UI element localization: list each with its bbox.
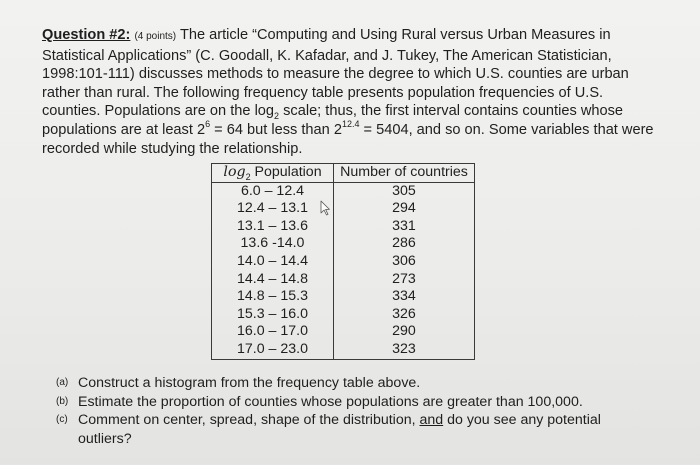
question-points: (4 points) [134, 31, 177, 42]
table-row [212, 182, 475, 200]
part-b-text: Estimate the proportion of counties whose populations are greater than 100,000. [78, 393, 583, 410]
interval-cell: 14.4 – 14.8 [212, 271, 334, 289]
part-c-marker: (c) [56, 414, 68, 426]
count-cell: 306 [334, 253, 475, 271]
question-paragraph [42, 26, 662, 158]
table-row [212, 288, 475, 306]
interval-cell: 14.0 – 14.4 [212, 253, 334, 271]
count-cell: 334 [334, 288, 475, 306]
table-row [212, 323, 475, 341]
table-row [212, 306, 475, 324]
table-row [212, 218, 475, 236]
part-b [56, 393, 656, 412]
part-c [56, 411, 656, 448]
header-log-population: $\log_2$ Population [212, 164, 334, 183]
interval-cell: 13.1 – 13.6 [212, 218, 334, 236]
count-cell: 273 [334, 271, 475, 289]
count-cell: 290 [334, 323, 475, 341]
frequency-table [211, 163, 475, 360]
mouse-pointer-icon [320, 200, 330, 216]
question-text-1: The article “Computing and Using Rural versus Urban Measures in Statistical Applications” (C. Goodall, K. Kafadar, and J. Tukey, The American Statistician, 1998:101-111) discusses methods to measure the degree to which U.S. counties are urban rather than rural. The following frequency table presents population frequencies of U.S. counties. Populations are on the log [42, 27, 629, 120]
interval-cell: 15.3 – 16.0 [212, 306, 334, 324]
question-label: Question #2: [42, 27, 131, 43]
count-cell: 305 [334, 182, 475, 200]
question-text-3: = 64 but less than 2 [210, 121, 342, 138]
exponent-1: 6 [205, 119, 211, 130]
table-row [212, 235, 475, 253]
count-cell: 294 [334, 200, 475, 218]
count-cell: 326 [334, 306, 475, 324]
interval-cell: 16.0 – 17.0 [212, 323, 334, 341]
interval-cell: 13.6 -14.0 [212, 235, 334, 253]
part-a-text: Construct a histogram from the frequency table above. [78, 375, 421, 391]
count-cell: 331 [334, 218, 475, 236]
part-c-text: Comment on center, spread, shape of the distribution, and do you see any potential outliers? [78, 412, 601, 447]
header-number-of-countries: Number of countries [334, 164, 475, 183]
interval-cell: 17.0 – 23.0 [212, 341, 334, 359]
interval-cell: 14.8 – 15.3 [212, 288, 334, 306]
part-a-marker: (a) [56, 377, 69, 388]
table-row [212, 341, 475, 359]
part-b-marker: (b) [56, 395, 69, 407]
part-a [56, 374, 656, 393]
exponent-2: 12.4 [341, 119, 360, 130]
count-cell: 286 [334, 235, 475, 253]
table-row [212, 253, 475, 271]
log-base: 2 [274, 111, 280, 122]
question-text-4: = 5404, and so on. Some variables that were recorded while studying the relationship. [42, 121, 654, 157]
count-cell: 323 [334, 341, 475, 359]
question-parts [56, 374, 656, 448]
interval-cell: 12.4 – 13.1 [212, 200, 334, 218]
table-header-row [212, 164, 475, 183]
underlined-and: and [419, 412, 444, 429]
table-row [212, 200, 475, 218]
interval-cell: 6.0 – 12.4 [212, 182, 334, 200]
question-text-2: scale; thus, the first interval contains counties whose populations are at least 2 [42, 103, 623, 138]
table-row [212, 271, 475, 289]
